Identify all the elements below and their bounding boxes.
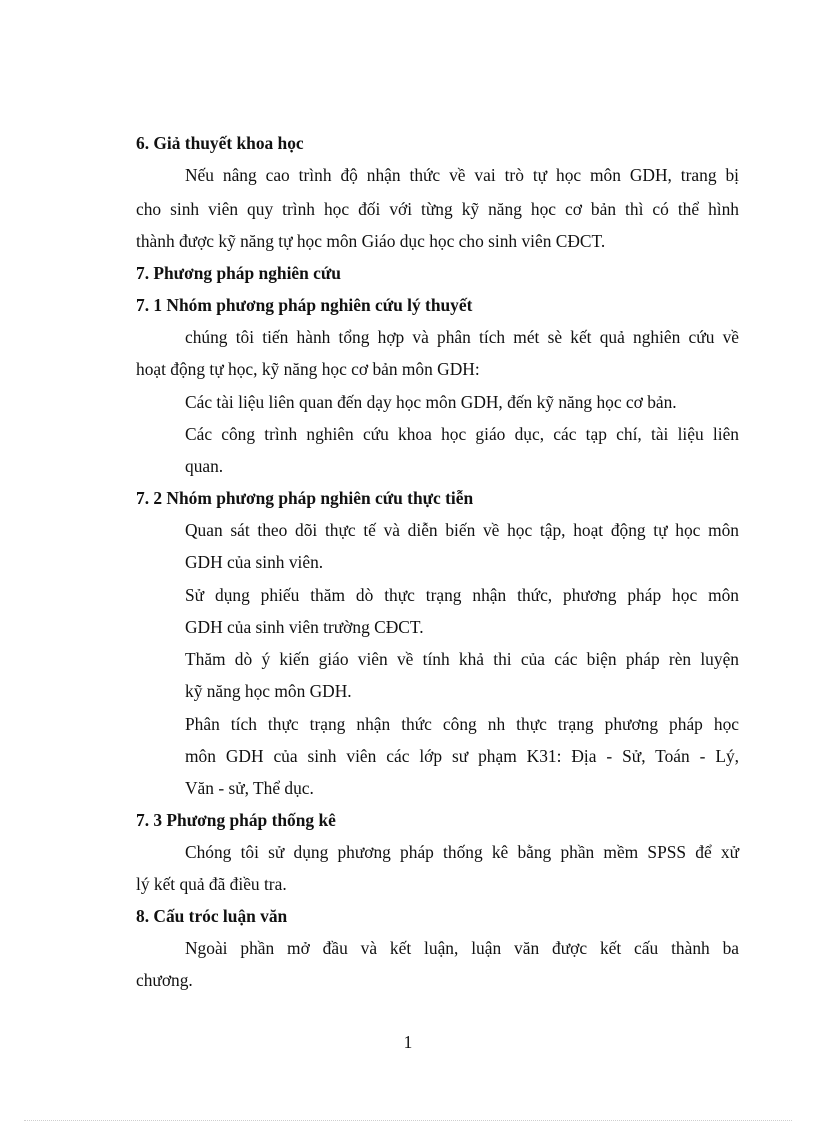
text-line: môn GDH của sinh viên các lớp sư phạm K31: Địa - Sử, Toán - Lý,: [185, 746, 739, 766]
page-bottom-divider: [24, 1120, 792, 1121]
text-line: Ngoài phần mở đầu và kết luận, luận văn được kết cấu thành ba: [185, 938, 739, 958]
text-line: chương.: [136, 970, 193, 990]
text-line: kỹ năng học môn GDH.: [185, 681, 352, 701]
text-line: quan.: [185, 456, 224, 476]
heading-hypothesis: 6. Giả thuyết khoa học: [136, 133, 304, 153]
text-line: Các công trình nghiên cứu khoa học giáo dục, các tạp chí, tài liệu liên: [185, 424, 739, 444]
text-line: lý kết quả đã điều tra.: [136, 874, 287, 894]
text-line: Sử dụng phiếu thăm dò thực trạng nhận thức, phương pháp học môn: [185, 585, 739, 605]
heading-theory-methods: 7. 1 Nhóm phương pháp nghiên cứu lý thuyết: [136, 295, 473, 315]
text-line: Chóng tôi sử dụng phương pháp thống kê bằng phần mềm SPSS để xử: [185, 842, 739, 862]
heading-practice-methods: 7. 2 Nhóm phương pháp nghiên cứu thực tiễn: [136, 488, 474, 508]
text-line: Nếu nâng cao trình độ nhận thức về vai trò tự học môn GDH, trang bị: [185, 165, 739, 185]
text-line: Các tài liệu liên quan đến dạy học môn GDH, đến kỹ năng học cơ bản.: [185, 392, 677, 412]
text-line: thành được kỹ năng tự học môn Giáo dục học cho sinh viên CĐCT.: [136, 231, 606, 251]
text-line: Thăm dò ý kiến giáo viên về tính khả thi của các biện pháp rèn luyện: [185, 649, 739, 669]
heading-statistics: 7. 3 Phương pháp thống kê: [136, 810, 336, 830]
heading-methods: 7. Phương pháp nghiên cứu: [136, 263, 341, 283]
text-line: Quan sát theo dõi thực tế và diễn biến về học tập, hoạt động tự học môn: [185, 520, 739, 540]
text-line: Phân tích thực trạng nhận thức công nh thực trạng phương pháp học: [185, 714, 739, 734]
text-line: hoạt động tự học, kỹ năng học cơ bản môn GDH:: [136, 359, 480, 379]
page-number: 1: [403, 1032, 413, 1052]
heading-structure: 8. Cấu tróc luận văn: [136, 906, 288, 926]
text-line: Văn - sử, Thể dục.: [185, 778, 314, 798]
text-line: chúng tôi tiến hành tổng hợp và phân tích mét sè kết quả nghiên cứu về: [185, 327, 739, 347]
text-line: GDH của sinh viên trường CĐCT.: [185, 617, 424, 637]
text-line: GDH của sinh viên.: [185, 552, 324, 572]
text-line: cho sinh viên quy trình học đối với từng kỹ năng học cơ bản thì có thể hình: [136, 199, 739, 219]
